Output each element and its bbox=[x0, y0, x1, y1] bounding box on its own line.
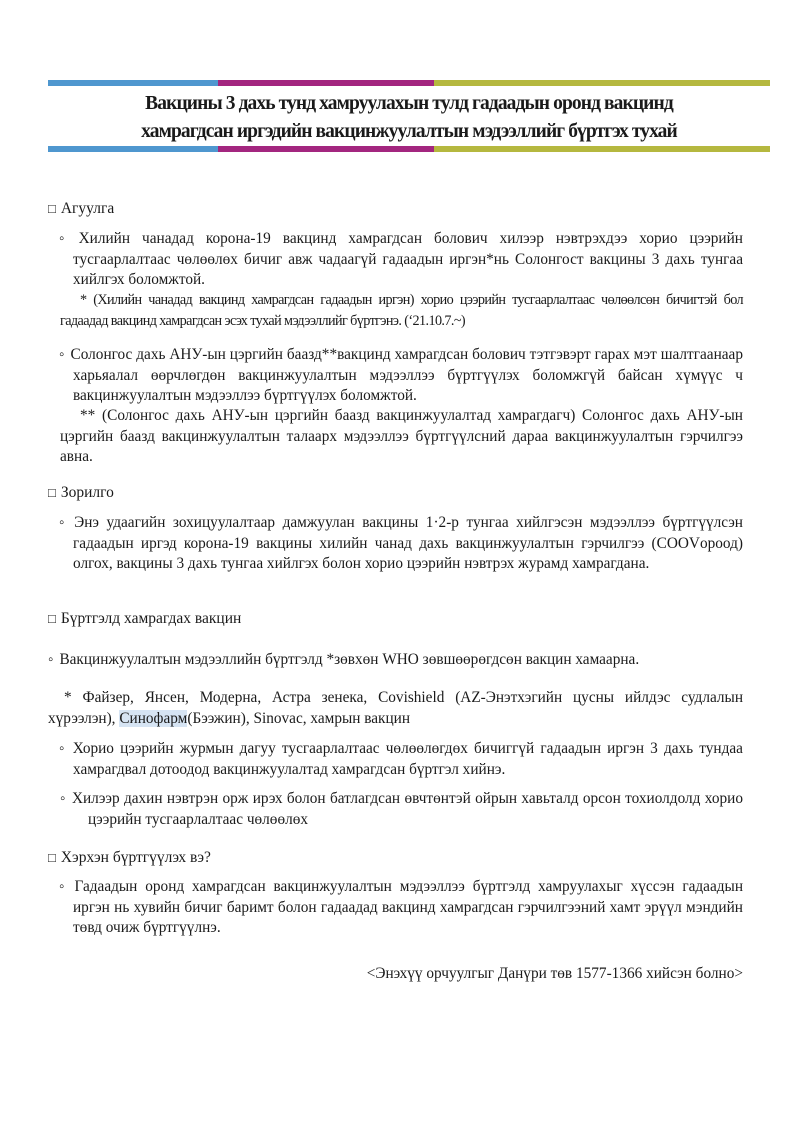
translation-credit: <Энэхүү орчуулгыг Данүри төв 1577-1366 хийсэн болно> bbox=[366, 965, 743, 982]
vaccines-paragraph-1: ◦ Вакцинжуулалтын мэдээллийн бүртгэлд *зөвхөн WHO зөвшөөрөгдсөн вакцин хамаарна. bbox=[48, 651, 640, 668]
section-heading-goal: □ Зорилго bbox=[48, 484, 114, 501]
top-color-band bbox=[48, 80, 770, 86]
checkbox-square-icon: □ bbox=[48, 201, 56, 216]
vaccines-list-note: * Файзер, Янсен, Модерна, Астра зенека, Covishield (AZ-Энэтхэгийн цусны ийлдэс судлалын хүрээлэн), Синофарм(Бээжин), Sinovac, хамрын вакцин bbox=[48, 689, 743, 727]
title-line-1: Вакцины 3 дахь тунд хамруулахын тулд гадаадын оронд вакцинд bbox=[145, 93, 673, 114]
checkbox-square-icon: □ bbox=[48, 850, 56, 865]
vaccines-paragraph-2: ◦ Хорио цээрийн журмын дагуу тусгаарлалтаас чөлөөлөгдөх бичиггүй гадаадын иргэн 3 дахь тундаа хамрагдвал дотоодод вакцинжуулалтад хамрагдсан бүртгэл хийнэ. bbox=[59, 740, 743, 778]
hollow-bullet-icon: ◦ bbox=[59, 346, 65, 363]
vaccines-paragraph-3: ◦ Хилээр дахин нэвтрэн орж ирэх болон батлагдсан өвчтөнтэй ойрын хавьталд орсон тохиолдолд хорио цээрийн тусгаарлалтаас чөлөөлөх bbox=[60, 790, 743, 828]
highlighted-text: Синофарм bbox=[119, 709, 188, 727]
band-blue-segment bbox=[48, 146, 218, 152]
section-heading-how: □ Хэрхэн бүртгүүлэх вэ? bbox=[48, 849, 211, 866]
hollow-bullet-icon: ◦ bbox=[48, 651, 54, 668]
band-purple-segment bbox=[218, 80, 434, 86]
section-heading-overview: □ Агуулга bbox=[48, 200, 115, 217]
overview-note-2: ** (Солонгос дахь АНУ-ын цэргийн баазд вакцинжуулалтад хамрагдагч) Солонгос дахь АНУ-ын цэргийн баазд вакцинжуулалтын талаарх мэдээллээ бүртгүүлсний дараа вакцинжуулалтын гэрчилгээ авна. bbox=[60, 407, 743, 465]
goal-paragraph-1: ◦ Энэ удаагийн зохицуулалтаар дамжуулан вакцины 1·2-р тунгаа хийлгэсэн мэдээллээ бүртгүүлсэн гадаадын иргэд корона-19 вакцины хилийн чанад дахь вакцинжуулалтын гэрчилгээ (COOVороод) олгох, вакцины 3 дахь тунгаа хийлгэх болон хорио цээрийн нэвтрэх журамд хамрагдана. bbox=[59, 514, 743, 572]
page-title bbox=[48, 90, 770, 146]
band-purple-segment bbox=[218, 146, 434, 152]
bottom-color-band bbox=[48, 146, 770, 152]
hollow-bullet-icon: ◦ bbox=[59, 230, 73, 247]
how-paragraph-1: ◦ Гадаадын оронд хамрагдсан вакцинжуулалтын мэдээллээ бүртгэлд хамруулахыг хүссэн гадаадын иргэн нь хувийн бичиг баримт болон гадаадад вакцинд хамрагдсан гэрчилгээний хамт эрүүл мэндийн төвд очиж бүртгүүлнэ. bbox=[59, 878, 743, 936]
hollow-bullet-icon: ◦ bbox=[60, 790, 66, 807]
band-olive-segment bbox=[434, 146, 770, 152]
hollow-bullet-icon: ◦ bbox=[59, 740, 67, 757]
overview-paragraph-2: ◦ Солонгос дахь АНУ-ын цэргийн баазд**вакцинд хамрагдсан болович тэтгэвэрт гарах мэт шалтгаанаар харьяалал өөрчлөгдөн вакцинжуулалтын мэдээллээ бүртгүүлэх боломжгүй байсан хүмүүс ч вакцинжуулалтын мэдээллээ бүртгүүлэх боломжтой. bbox=[59, 346, 743, 404]
hollow-bullet-icon: ◦ bbox=[59, 878, 69, 895]
section-heading-vaccines: □ Бүртгэлд хамрагдах вакцин bbox=[48, 610, 242, 627]
band-blue-segment bbox=[48, 80, 218, 86]
overview-paragraph-1: ◦ Хилийн чанадад корона-19 вакцинд хамрагдсан болович хилээр нэвтрэхдээ хорио цээрийн тусгаарлалтаас чөлөөлөх бичиг авж чадаагүй гадаадын иргэн*нь Солонгост вакцины 3 дахь тунгаа хийлгэх боломжтой. bbox=[59, 230, 743, 288]
band-olive-segment bbox=[434, 80, 770, 86]
overview-note-1: * (Хилийн чанадад вакцинд хамрагдсан гадаадын иргэн) хорио цээрийн тусгаарлалтаас чөлөөлсөн бичигтэй бол гадаадад вакцинд хамрагдсан эсэх тухай мэдээллийг бүртгэнэ. (‘21.10.7.~) bbox=[60, 292, 743, 329]
title-line-2: хамрагдсан иргэдийн вакцинжуулалтын мэдээллийг бүртгэх тухай bbox=[141, 121, 677, 142]
checkbox-square-icon: □ bbox=[48, 611, 56, 626]
checkbox-square-icon: □ bbox=[48, 485, 56, 500]
hollow-bullet-icon: ◦ bbox=[59, 514, 69, 531]
